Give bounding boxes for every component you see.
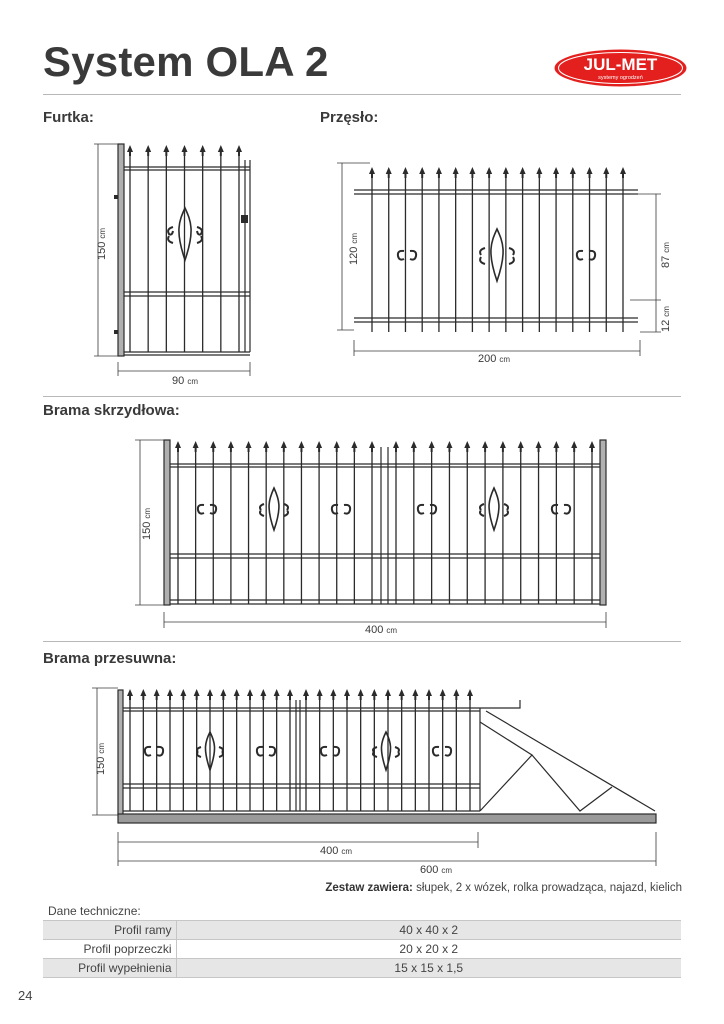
sliding-ornament-b — [373, 732, 399, 770]
spear-tip — [180, 689, 186, 700]
przeslo-height-label: 120 cm — [348, 232, 360, 265]
tech-label: Profil poprzeczki — [43, 940, 176, 959]
spear-tip — [260, 689, 266, 700]
set-contents — [325, 882, 682, 894]
sliding-small-ornaments — [145, 747, 451, 756]
skrzydlowa-width-label: 400 cm — [365, 624, 398, 636]
logo-wordmark: JUL-MET — [583, 55, 658, 74]
spear-tip — [399, 689, 405, 700]
tech-value: 20 x 20 x 2 — [176, 940, 681, 959]
spear-tip — [234, 689, 240, 700]
spear-tip — [358, 689, 364, 700]
heading-przeslo: Przęsło: — [320, 109, 379, 126]
spear-tip — [220, 689, 226, 700]
tech-data-table — [43, 920, 681, 978]
przeslo-width-label: 200 cm — [478, 353, 511, 365]
tech-data-title: Dane techniczne: — [48, 904, 141, 918]
spear-tip — [385, 689, 391, 700]
set-contents-text: słupek, 2 x wózek, rolka prowadząca, najazd, kielich — [412, 882, 682, 894]
przesuwna-height-label: 150 cm — [95, 742, 107, 775]
furtka-height-label: 150 cm — [96, 227, 108, 260]
przesuwna-total-label: 600 cm — [420, 864, 453, 876]
table-row — [43, 940, 681, 959]
spear-tip — [247, 689, 253, 700]
spear-tip — [140, 689, 146, 700]
page-number: 24 — [18, 988, 33, 1003]
spear-tip — [154, 689, 160, 700]
page-title: System OLA 2 — [43, 38, 329, 85]
spear-tip — [467, 689, 473, 700]
set-contents-label: Zestaw zawiera: — [325, 882, 413, 894]
table-row — [43, 959, 681, 978]
spear-tip — [274, 689, 280, 700]
tech-value: 15 x 15 x 1,5 — [176, 959, 681, 978]
heading-brama-skrzydlowa: Brama skrzydłowa: — [43, 402, 180, 419]
spear-tip — [303, 689, 309, 700]
spear-tip — [167, 689, 173, 700]
spear-tip — [412, 689, 418, 700]
furtka-width-label: 90 cm — [172, 375, 198, 387]
skrzydlowa-height-label: 150 cm — [141, 507, 153, 540]
heading-furtka: Furtka: — [43, 109, 94, 126]
table-row — [43, 921, 681, 940]
tech-label: Profil wypełnienia — [43, 959, 176, 978]
tech-value: 40 x 40 x 2 — [176, 921, 681, 940]
przesuwna-width-label: 400 cm — [320, 845, 353, 857]
spear-tip — [330, 689, 336, 700]
tech-label: Profil ramy — [43, 921, 176, 940]
logo-tagline: systemy ogrodzeń — [598, 75, 643, 81]
spear-tip — [287, 689, 293, 700]
spear-tip — [344, 689, 350, 700]
spear-tip — [426, 689, 432, 700]
spear-tip — [440, 689, 446, 700]
przeslo-lower-label: 12 cm — [660, 306, 672, 332]
spear-tip — [371, 689, 377, 700]
spear-tip — [127, 689, 133, 700]
spear-tip — [207, 689, 213, 700]
spear-tip — [194, 689, 200, 700]
spear-tip — [453, 689, 459, 700]
heading-brama-przesuwna: Brama przesuwna: — [43, 650, 177, 667]
spear-tip — [317, 689, 323, 700]
przeslo-upper-label: 87 cm — [660, 242, 672, 268]
